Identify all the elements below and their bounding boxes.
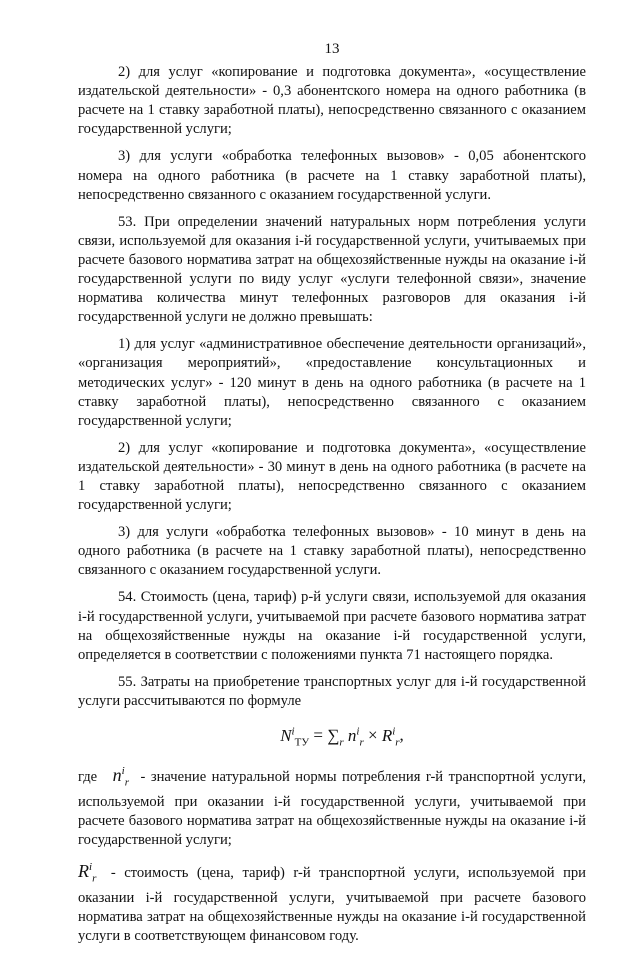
formula-term-n: $n^i_r$: [347, 725, 364, 749]
formula-lhs: $N^i_{ТУ}$: [280, 725, 310, 749]
formula-times: ×: [367, 725, 378, 745]
transport-cost-formula: $N^i_{ТУ} = \sum_r$ $n^i_r \times R^i_r$,: [280, 725, 404, 749]
definition-n: [78, 762, 586, 850]
paragraph: 1) для услуг «административное обеспечение деятельности организаций», «организация мероприятий», «предоставление консультационных и методических услуг» - 120 минут в день на одного работника (в расчете на 1 ставку заработной платы), непосредственно связанного с оказанием государственной услуги;: [78, 336, 586, 429]
paragraph: 2) для услуг «копирование и подготовка документа», «осуществление издательской деятельности» - 0,3 абонентского номера на одного работника (в расчете на 1 ставку заработной платы), непосредственно связанного с оказанием государственной услуги;: [78, 64, 586, 138]
formula-sum: $\sum_r$: [327, 725, 344, 749]
paragraph: 54. Стоимость (цена, тариф) р-й услуги связи, используемой для оказания i-й государственной услуги, учитываемой при расчете базового норматива затрат на общехозяйственные нужды на оказание i-й государственной услуги, определяется в соответствии с положениями пункта 71 настоящего порядка.: [78, 589, 586, 663]
definition-prefix: где: [78, 769, 98, 786]
formula-equals: =: [313, 725, 323, 745]
definition-text: - стоимость (цена, тариф) r-й транспортной услуги, используемой при оказании i-й государственной услуги, учитываемой при расчете базового норматива затрат на общехозяйственные нужды на оказание i-й государственной услуги в соответствующем финансовом году.: [78, 865, 586, 944]
document-page: [78, 40, 586, 954]
paragraph: 3) для услуги «обработка телефонных вызовов» - 0,05 абонентского номера на одного работника (в расчете на 1 ставку заработной платы), непосредственно связанного с оказанием государственной услуги.: [78, 148, 586, 203]
paragraph: 53. При определении значений натуральных норм потребления услуги связи, используемой для оказания i-й государственной услуги, учитываемых при расчете базового норматива затрат на общехозяйственные нужды на оказание i-й государственной услуги по виду услуг «услуги телефонной связи», значение норматива количества минут телефонных разговоров для оказания i-й государственной услуги не должно превышать:: [78, 213, 586, 326]
paragraph: 55. Затраты на приобретение транспортных услуг для i-й государственной услуги рассчитываются по формуле: [78, 673, 586, 709]
symbol-r: $R^i_r$: [78, 861, 97, 885]
paragraph: 3) для услуги «обработка телефонных вызовов» - 10 минут в день на одного работника (в расчете на 1 ставку заработной платы), непосредственно связанного с оказанием государственной услуги.: [78, 524, 586, 579]
symbol-n: $n^i_r$: [112, 765, 129, 789]
definition-r: [78, 858, 586, 946]
paragraph: 2) для услуг «копирование и подготовка документа», «осуществление издательской деятельности» - 30 минут в день на одного работника (в расчете на 1 ставку заработной платы), непосредственно связанного с оказанием государственной услуги;: [78, 439, 586, 514]
formula-term-r: $R^i_r$: [381, 725, 400, 749]
page-number: 13: [324, 41, 340, 57]
definition-text: - значение натуральной нормы потребления r-й транспортной услуги, используемой при оказании i-й государственной услуги, учитываемой при расчете базового норматива затрат на общехозяйственные нужды на оказание i-й государственной услуги;: [78, 769, 586, 848]
